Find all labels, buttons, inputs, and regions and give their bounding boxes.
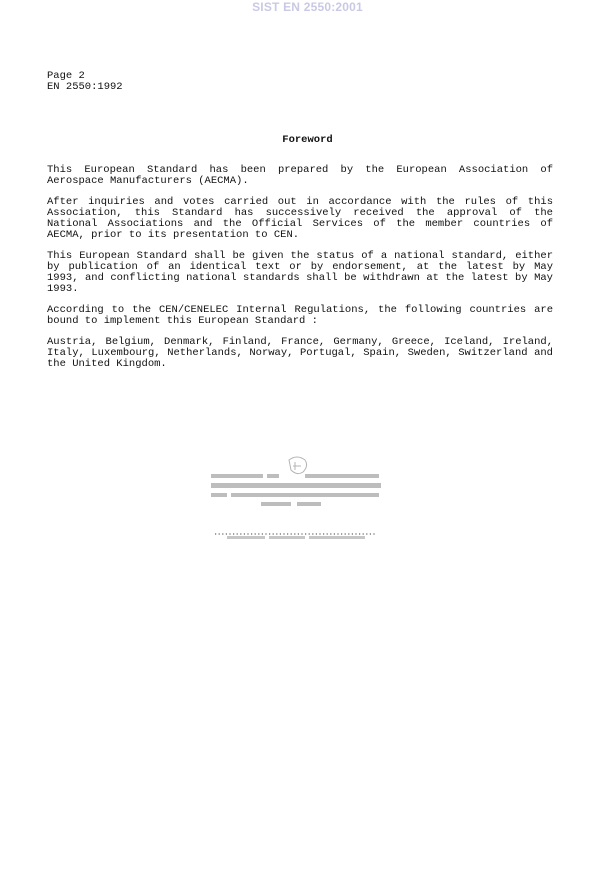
paragraph-regulations: According to the CEN/CENELEC Internal Regulations, the following countries are bound to implement this European Standard : — [47, 304, 553, 327]
section-title: Foreword — [282, 134, 333, 146]
paragraph-status: This European Standard shall be given the status of a national standard, either by publication of an identical text or by endorsement, at the latest by May 1993, and conflicting national standards shall be withdrawn at the latest by May 1993. — [47, 250, 553, 295]
paragraph-intro: This European Standard has been prepared by the European Association of Aerospace Manufacturers (AECMA). — [47, 164, 553, 187]
paragraph-countries: Austria, Belgium, Denmark, Finland, France, Germany, Greece, Iceland, Ireland, Italy, Luxembourg, Netherlands, Norway, Portugal, Spain, Sweden, Switzerland and the United Kingdom. — [47, 336, 553, 370]
dotted-line-graphic — [215, 530, 390, 538]
paragraph-approval: After inquiries and votes carried out in accordance with the rules of this Association, this Standard has successively received the approval of the National Associations and the Official Services of the member countries of AECMA, prior to its presentation to CEN. — [47, 196, 553, 241]
page-number: Page 2 — [47, 70, 85, 82]
signature-dotted-line — [215, 530, 390, 541]
page-header — [47, 71, 123, 93]
foreword-body — [47, 165, 553, 380]
watermark: SIST EN 2550:2001 — [252, 0, 363, 14]
standard-id: EN 2550:1992 — [47, 81, 123, 93]
